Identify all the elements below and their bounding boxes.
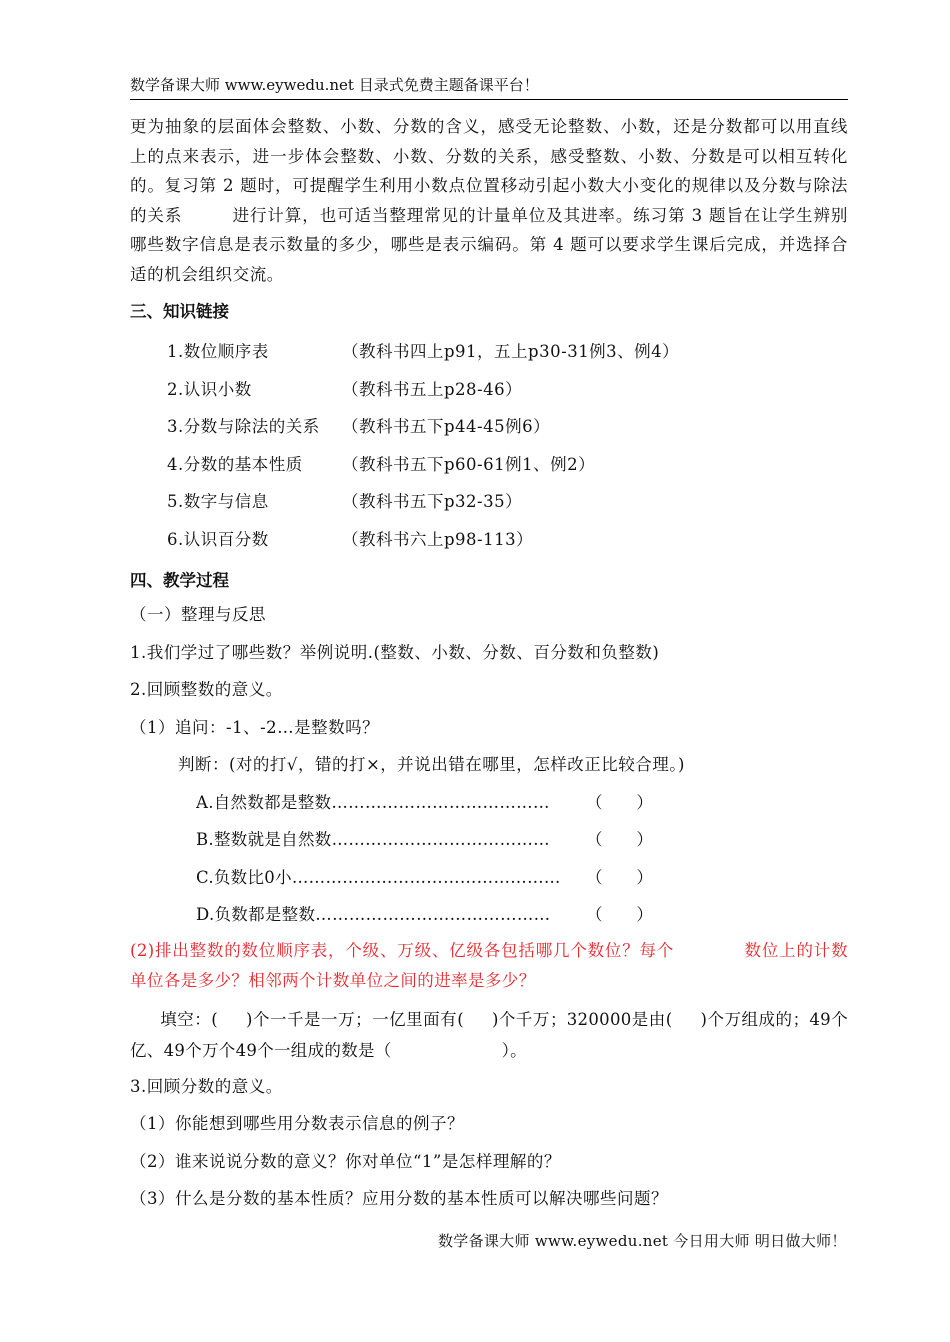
link-topic: 4.分数的基本性质 <box>167 454 303 474</box>
intro-part1: 更为抽象的层面体会整数、小数、分数的含义，感受无论整数、小数，还是分数都可以用直线上的点来表示，进一步体会整数、小数、分数的关系，感受整数、小数、分数是可以相互转化的。复习第 2 题时，可提醒学生利用小数点位置移动引起小数大小变化的规律以及分数与除法的关系 <box>130 117 848 225</box>
list-item <box>167 371 848 409</box>
link-ref: （教科书六上p98-113） <box>342 529 534 549</box>
fill-d: ）。 <box>501 1040 527 1060</box>
judge-statement: A.自然数都是整数………………………………… <box>196 792 550 812</box>
question-2: 2.回顾整数的意义。 <box>130 680 283 699</box>
link-ref: （教科书五下p44-45例6） <box>342 417 551 436</box>
footer-text: 数学备课大师 www.eywedu.net 今日用大师 明日做大师！ <box>438 1232 847 1250</box>
list-item <box>167 521 848 559</box>
judge-answer-blank: （ ） <box>586 867 654 887</box>
judge-statement: D.负数都是整数…………………………………… <box>196 905 551 924</box>
judge-answer-blank: （ ） <box>586 830 654 849</box>
list-item <box>167 446 848 484</box>
question-3-1: （1）你能想到哪些用分数表示信息的例子？ <box>130 1114 464 1133</box>
list-item <box>167 408 848 446</box>
page-footer <box>438 1230 847 1251</box>
intro-part2: 进行计算，也可适当整理常见的计量单位及其进率。练习第 3 题旨在让学生辨别哪些数字信息是表示数量的多少，哪些是表示编码。第 4 题可以要求学生课后完成，并选择合适的机会组织交流。 <box>130 205 848 284</box>
q2-2-part1: (2)排出整数的数位顺序表，个级、万级、亿级各包括哪几个数位？每个 <box>130 940 675 960</box>
subsection-title: （一）整理与反思 <box>130 605 266 624</box>
header-text: 数学备课大师 www.eywedu.net 目录式免费主题备课平台！ <box>130 76 539 94</box>
question-3-3: （3）什么是分数的基本性质？应用分数的基本性质可以解决哪些问题？ <box>130 1189 668 1208</box>
judge-statement: C.负数比0小………………………………………… <box>196 867 561 887</box>
link-topic: 1.数位顺序表 <box>167 342 269 361</box>
fill-a: )个一千是一万；一亿里面有( <box>246 1009 464 1029</box>
judge-item <box>130 784 848 822</box>
question-1: 1.我们学过了哪些数？举例说明.(整数、小数、分数、百分数和负整数) <box>130 642 660 662</box>
section4-title: 四、教学过程 <box>130 571 229 590</box>
link-topic: 3.分数与除法的关系 <box>167 417 320 436</box>
judge-intro: 判断：(对的打√，错的打×，并说出错在哪里，怎样改正比较合理。) <box>178 755 685 774</box>
question-2-1: （1）追问：-1、-2…是整数吗？ <box>130 717 380 737</box>
list-item <box>167 333 848 371</box>
link-ref: （教科书四上p91，五上p30-31例3、例4） <box>342 342 680 361</box>
fill-in-blank <box>130 1004 848 1066</box>
link-ref: （教科书五下p60-61例1、例2） <box>342 454 596 474</box>
link-ref: （教科书五下p32-35） <box>342 492 523 511</box>
judge-answer-blank: （ ） <box>586 792 654 812</box>
q2-2-part2: 数位上的计数单位各是多少？相邻两个计数单位之间的进率是多少？ <box>130 940 848 990</box>
section3-title: 三、知识链接 <box>130 302 229 321</box>
judge-item <box>130 859 848 897</box>
question-2-2 <box>130 936 848 996</box>
judge-answer-blank: （ ） <box>586 905 654 924</box>
fill-b: )个千万；320000是由( <box>491 1009 673 1029</box>
document-body <box>130 112 848 1218</box>
link-topic: 6.认识百分数 <box>167 529 269 549</box>
judge-statement: B.整数就是自然数………………………………… <box>196 830 550 849</box>
fill-lead: 填空：( <box>160 1009 219 1029</box>
list-item <box>167 483 848 521</box>
question-3-2: （2）谁来说说分数的意义？你对单位“1”是怎样理解的？ <box>130 1151 561 1171</box>
judge-item <box>130 896 848 934</box>
fill-c: )个万组成的；49个亿、49个万个49个一组成的数是（ <box>130 1009 848 1060</box>
link-topic: 2.认识小数 <box>167 379 252 399</box>
judge-item <box>130 821 848 859</box>
question-3: 3.回顾分数的意义。 <box>130 1076 283 1096</box>
link-topic: 5.数字与信息 <box>167 492 269 511</box>
intro-paragraph <box>130 112 848 289</box>
knowledge-links-list <box>167 333 848 558</box>
page-header <box>130 74 848 100</box>
link-ref: （教科书五上p28-46） <box>342 379 523 399</box>
